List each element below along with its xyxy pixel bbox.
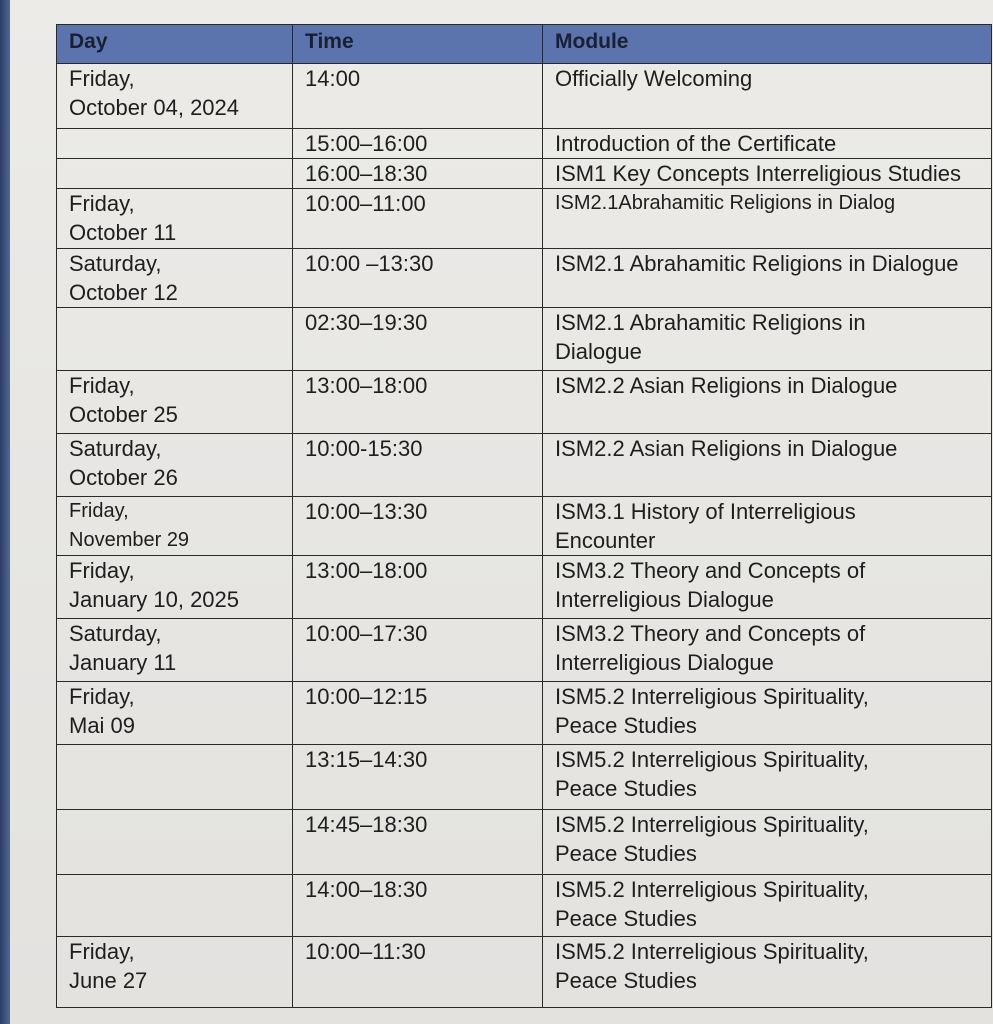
day-line: October 25 (69, 402, 178, 427)
day-cell (57, 159, 293, 189)
module-cell (543, 682, 992, 745)
module-line: ISM1 Key Concepts Interreligious Studies (555, 161, 961, 186)
day-cell (57, 434, 293, 497)
time-cell: 10:00 –13:30 (293, 249, 543, 308)
module-cell (543, 556, 992, 619)
day-cell (57, 745, 293, 810)
day-cell (57, 810, 293, 875)
day-line: Saturday, (69, 436, 162, 461)
module-line: ISM5.2 Interreligious Spirituality, (555, 812, 869, 837)
module-line: ISM2.2 Asian Religions in Dialogue (555, 436, 898, 461)
table-row (57, 810, 992, 875)
day-cell (57, 497, 293, 556)
module-cell (543, 308, 992, 371)
module-cell (543, 249, 992, 308)
module-line: ISM2.1Abrahamitic Religions in Dialog (555, 192, 896, 214)
time-cell: 10:00–12:15 (293, 682, 543, 745)
module-cell (543, 810, 992, 875)
module-line: ISM2.2 Asian Religions in Dialogue (555, 373, 898, 398)
module-cell (543, 64, 992, 129)
time-cell: 13:15–14:30 (293, 745, 543, 810)
day-cell (57, 308, 293, 371)
day-cell (57, 64, 293, 129)
table-row (57, 189, 992, 249)
table-row (57, 497, 992, 556)
day-line: Saturday, (69, 251, 162, 276)
day-cell (57, 619, 293, 682)
day-line: Friday, (69, 684, 135, 709)
module-line: Peace Studies (555, 713, 697, 738)
module-line: ISM5.2 Interreligious Spirituality, (555, 877, 869, 902)
day-line: Mai 09 (69, 713, 136, 738)
day-cell (57, 682, 293, 745)
column-header-day: Day (57, 25, 293, 64)
module-line: ISM5.2 Interreligious Spirituality, (555, 747, 869, 772)
module-line: Peace Studies (555, 841, 697, 866)
module-line: ISM2.1 Abrahamitic Religions in Dialogue (555, 251, 959, 276)
time-cell: 14:45–18:30 (293, 810, 543, 875)
table-row (57, 249, 992, 308)
module-cell (543, 619, 992, 682)
day-line: October 11 (69, 220, 177, 245)
table-row (57, 556, 992, 619)
time-cell: 16:00–18:30 (293, 159, 543, 189)
day-line: Friday, (69, 373, 135, 398)
time-cell: 10:00–11:00 (293, 189, 543, 249)
day-line: Friday, (69, 191, 135, 216)
day-line: October 26 (69, 465, 178, 490)
module-line: ISM5.2 Interreligious Spirituality, (555, 684, 869, 709)
time-cell: 14:00–18:30 (293, 875, 543, 937)
day-line: Friday, (69, 939, 135, 964)
table-row (57, 129, 992, 159)
table-row (57, 64, 992, 129)
module-line: ISM3.2 Theory and Concepts of (555, 558, 866, 583)
time-cell: 15:00–16:00 (293, 129, 543, 159)
module-line: Introduction of the Certificate (555, 131, 837, 156)
time-cell: 13:00–18:00 (293, 556, 543, 619)
module-line: ISM3.1 History of Interreligious (555, 499, 856, 524)
day-cell (57, 129, 293, 159)
module-cell (543, 129, 992, 159)
module-line: ISM2.1 Abrahamitic Religions in (555, 310, 866, 335)
table-row (57, 745, 992, 810)
time-cell: 10:00–11:30 (293, 937, 543, 1008)
module-line: Interreligious Dialogue (555, 650, 774, 675)
time-cell: 10:00–13:30 (293, 497, 543, 556)
day-cell (57, 937, 293, 1008)
day-cell (57, 371, 293, 434)
table-row (57, 308, 992, 371)
module-cell (543, 189, 992, 249)
day-line: Friday, (69, 500, 129, 522)
module-cell (543, 745, 992, 810)
time-cell: 10:00-15:30 (293, 434, 543, 497)
day-cell (57, 189, 293, 249)
module-line: Officially Welcoming (555, 66, 753, 91)
table-row (57, 937, 992, 1008)
day-line: Friday, (69, 558, 135, 583)
module-cell (543, 434, 992, 497)
table-row (57, 619, 992, 682)
module-line: Encounter (555, 528, 656, 553)
module-cell (543, 371, 992, 434)
module-line: Peace Studies (555, 776, 697, 801)
table-row (57, 875, 992, 937)
day-line: November 29 (69, 529, 190, 551)
day-line: January 11 (69, 650, 177, 675)
module-cell (543, 875, 992, 937)
module-cell (543, 497, 992, 556)
day-cell (57, 875, 293, 937)
day-line: June 27 (69, 968, 148, 993)
module-line: Interreligious Dialogue (555, 587, 774, 612)
time-cell: 02:30–19:30 (293, 308, 543, 371)
table-row (57, 371, 992, 434)
time-cell: 10:00–17:30 (293, 619, 543, 682)
module-line: Peace Studies (555, 906, 697, 931)
day-line: October 12 (69, 280, 178, 305)
module-cell (543, 937, 992, 1008)
module-line: Dialogue (555, 339, 642, 364)
table-row (57, 159, 992, 189)
module-line: ISM5.2 Interreligious Spirituality, (555, 939, 869, 964)
module-line: ISM3.2 Theory and Concepts of (555, 621, 866, 646)
day-line: Saturday, (69, 621, 162, 646)
day-cell (57, 556, 293, 619)
schedule-table (56, 24, 992, 1008)
module-line: Peace Studies (555, 968, 697, 993)
table-row (57, 682, 992, 745)
table-row (57, 434, 992, 497)
day-line: Friday, (69, 66, 135, 91)
column-header-module: Module (543, 25, 992, 64)
column-header-time: Time (293, 25, 543, 64)
time-cell: 14:00 (293, 64, 543, 129)
day-cell (57, 249, 293, 308)
schedule-header (57, 25, 992, 64)
time-cell: 13:00–18:00 (293, 371, 543, 434)
day-line: January 10, 2025 (69, 587, 240, 612)
day-line: October 04, 2024 (69, 95, 240, 120)
module-cell (543, 159, 992, 189)
